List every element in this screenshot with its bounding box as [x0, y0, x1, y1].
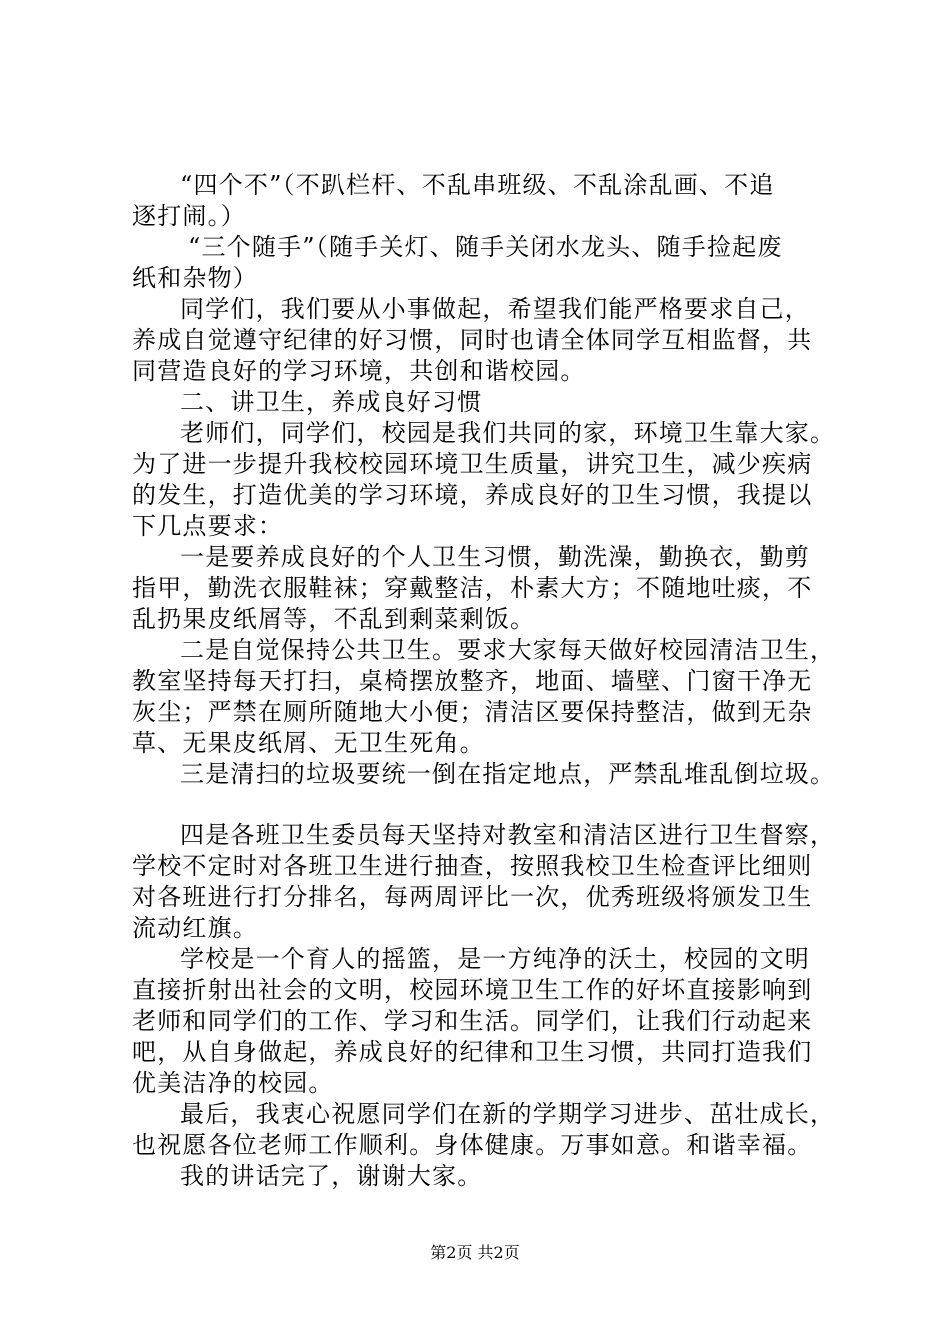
paragraph-discipline [132, 294, 832, 387]
text-line: 直接折射出社会的文明，校园环境卫生工作的好坏直接影响到 [132, 976, 813, 1004]
text-line: 同学们，我们要从小事做起，希望我们能严格要求自己， [180, 295, 810, 323]
paragraph-requirement-three [132, 759, 836, 790]
text-line: 指甲，勤洗衣服鞋袜；穿戴整洁，朴素大方；不随地吐痰，不 [132, 574, 813, 602]
text-line: 养成自觉遵守纪律的好习惯，同时也请全体同学互相监督，共 [132, 326, 813, 354]
text-line: 逐打闹。） [132, 202, 246, 230]
text-line: 二是自觉保持公共卫生。要求大家每天做好校园清洁卫生， [180, 636, 836, 664]
text-line: “三个随手”（随手关灯、随手关闭水龙头、随手捡起废 [188, 233, 783, 261]
page-number-footer: 第2页 共2页 [430, 1243, 520, 1262]
text-line: 我的讲话完了，谢谢大家。 [180, 1162, 483, 1190]
text-line: 的发生，打造优美的学习环境，养成良好的卫生习惯，我提以 [132, 481, 813, 509]
text-line: 最后，我衷心祝愿同学们在新的学期学习进步、茁壮成长， [180, 1100, 836, 1128]
document-body [132, 170, 836, 1192]
text-line: 也祝愿各位老师工作顺利。身体健康。万事如意。和谐幸福。 [132, 1131, 813, 1159]
text-line: 老师们，同学们，校园是我们共同的家，环境卫生靠大家。 [180, 419, 836, 447]
text-line: 三是清扫的垃圾要统一倒在指定地点，严禁乱堆乱倒垃圾。 [180, 760, 836, 788]
paragraph-end-of-speech [132, 1161, 832, 1192]
text-line: 纸和杂物） [132, 264, 258, 292]
text-line: 优美洁净的校园。 [132, 1069, 334, 1097]
text-line: “四个不”（不趴栏杆、不乱串班级、不乱涂乱画、不追 [180, 171, 775, 199]
paragraph-closing-wishes [132, 1099, 836, 1161]
text-line: 下几点要求： [132, 512, 284, 540]
paragraph-three-random-hands [132, 232, 832, 294]
text-line: 灰尘；严禁在厕所随地大小便；清洁区要保持整洁，做到无杂 [132, 698, 813, 726]
paragraph-gap [132, 790, 832, 820]
text-line: 一是要养成良好的个人卫生习惯，勤洗澡，勤换衣，勤剪 [180, 543, 810, 571]
text-line: 草、无果皮纸屑、无卫生死角。 [132, 729, 485, 757]
text-line: 学校不定时对各班卫生进行抽查，按照我校卫生检查评比细则 [132, 852, 813, 880]
text-line: 吧，从自身做起，养成良好的纪律和卫生习惯，共同打造我们 [132, 1038, 813, 1066]
paragraph-four-nots [132, 170, 832, 232]
text-line: 流动红旗。 [132, 914, 258, 942]
text-line: 为了进一步提升我校校园环境卫生质量，讲究卫生，减少疾病 [132, 450, 813, 478]
paragraph-hygiene-intro [132, 418, 836, 542]
text-line: 同营造良好的学习环境，共创和谐校园。 [132, 357, 586, 385]
paragraph-requirement-four [132, 820, 836, 944]
text-line: 教室坚持每天打扫，桌椅摆放整齐，地面、墙壁、门窗干净无 [132, 667, 813, 695]
text-line: 乱扔果皮纸屑等，不乱到剩菜剩饭。 [132, 605, 536, 633]
section-heading: 二、讲卫生，养成良好习惯 [180, 388, 483, 416]
text-line: 老师和同学们的工作、学习和生活。同学们，让我们行动起来 [132, 1007, 813, 1035]
text-line: 对各班进行打分排名，每两周评比一次，优秀班级将颁发卫生 [132, 883, 813, 911]
paragraph-school-cradle [132, 944, 832, 1099]
paragraph-requirement-two [132, 635, 836, 759]
text-line: 学校是一个育人的摇篮，是一方纯净的沃土，校园的文明 [180, 945, 810, 973]
section-heading-hygiene [132, 387, 832, 418]
text-line: 四是各班卫生委员每天坚持对教室和清洁区进行卫生督察， [180, 821, 836, 849]
paragraph-requirement-one [132, 542, 832, 635]
